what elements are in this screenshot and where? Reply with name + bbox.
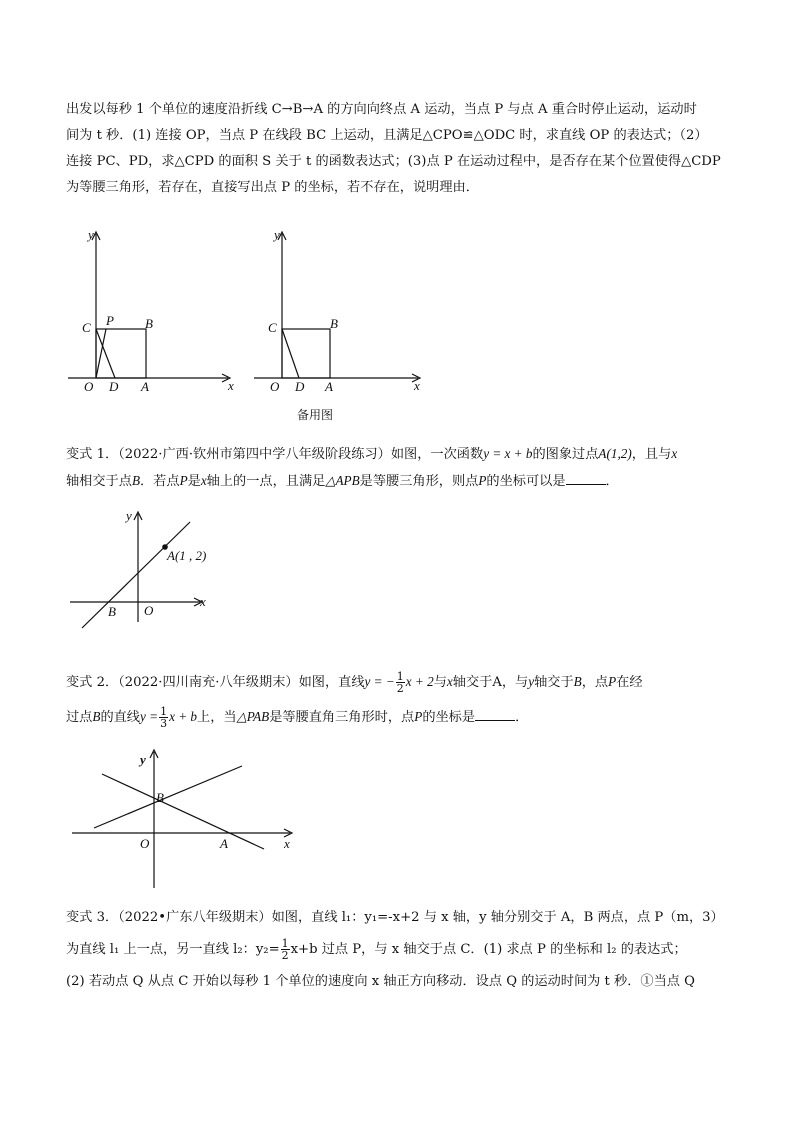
variant-2-l2-func-rhs: x + b xyxy=(169,709,198,724)
label-y: y xyxy=(126,508,132,523)
variant-2-text-c: x xyxy=(446,674,453,689)
label-x: x xyxy=(284,836,290,851)
label-o: O xyxy=(270,379,280,394)
label-d: D xyxy=(109,379,119,394)
label-o: O xyxy=(140,836,150,851)
intro-line-1: 出发以每秒 1 个单位的速度沿折线 C→B→A 的方向向终点 A 运动，当点 P 与点 A 重合时停止运动，运动时 xyxy=(66,102,697,117)
label-y: y xyxy=(140,752,146,767)
variant-3-line-3: (2) 若动点 Q 从点 C 开始以每秒 1 个单位的速度向 x 轴正方向移动．设点 Q 的运动时间为 t 秒．①当点 Q xyxy=(66,974,695,989)
label-a: A xyxy=(220,836,228,851)
segment-cd xyxy=(96,329,115,378)
variant-2-diagram xyxy=(66,744,306,892)
label-a: A xyxy=(141,379,149,394)
variant-1-text-b: 的图象过点 xyxy=(532,447,599,462)
label-b: B xyxy=(330,316,338,331)
label-y: y xyxy=(88,227,94,242)
variant-1-text xyxy=(66,441,728,495)
variant-2-text-d: 轴交于A，与 xyxy=(452,675,529,690)
label-d: D xyxy=(295,379,305,394)
label-b: B xyxy=(156,790,164,805)
label-b: B xyxy=(145,316,153,331)
answer-blank xyxy=(475,706,515,721)
fraction-one-half xyxy=(281,938,290,961)
variant-1-l2j: P xyxy=(478,473,487,488)
fraction-one-half xyxy=(396,671,405,694)
variant-2-l2h: 的坐标是 xyxy=(422,710,476,725)
variant-2-text-h: ，点 xyxy=(581,675,609,690)
variant-1-l2c: ．若点 xyxy=(140,474,180,489)
variant-1-l2h: △APB xyxy=(325,473,360,488)
variant-2-prefix: 变式 2． xyxy=(66,675,119,690)
variant-2-text xyxy=(66,665,728,735)
rectangle-obac xyxy=(96,329,146,378)
variant-1-function: y = x + b xyxy=(483,446,533,461)
frac-den: 2 xyxy=(396,682,404,695)
variant-2-l2b: B xyxy=(92,709,101,724)
line-y-third-x-plus-b xyxy=(94,766,242,828)
variant-2-text-g: B xyxy=(573,674,582,689)
variant-1-point-a: A(1,2) xyxy=(598,446,632,461)
label-a: A xyxy=(325,379,333,394)
label-a: A(1 , 2) xyxy=(167,548,207,563)
rectangle-obac xyxy=(282,329,330,378)
line-y-eq-x-plus-b xyxy=(82,522,190,628)
label-c: C xyxy=(82,320,91,335)
variant-3-line-2b: x+b 过点 P，与 x 轴交于点 C．(1) 求点 P 的坐标和 l₂ 的表达式； xyxy=(290,942,687,957)
variant-1-l2k: 的坐标可以是 xyxy=(486,474,566,489)
fraction-one-third xyxy=(159,706,168,729)
variant-1-text-a: 如图，一次函数 xyxy=(390,447,484,462)
label-x: x xyxy=(228,378,234,393)
intro-line-4: 为等腰三角形，若存在，直接写出点 P 的坐标，若不存在，说明理由． xyxy=(66,180,479,195)
variant-2-text-e: y xyxy=(528,674,535,689)
frac-num: 1 xyxy=(160,705,168,718)
variant-1-prefix: 变式 1． xyxy=(66,447,119,462)
variant-1-diagram xyxy=(64,504,224,644)
intro-line-3: 连接 PC、PD，求△CPD 的面积 S 关于 t 的函数表达式；(3)点 P 在运动过程中，是否存在某个位置使得△CDP xyxy=(66,154,721,169)
variant-1-l2f: x xyxy=(200,473,207,488)
figure-2-diagram xyxy=(248,222,428,402)
answer-blank xyxy=(566,470,606,485)
variant-2-l2e: △PAB xyxy=(236,709,270,724)
label-o: O xyxy=(84,379,94,394)
variant-2-func-lhs: y = − xyxy=(364,674,395,689)
variant-1-l2i: 是等腰三角形，则点 xyxy=(359,474,479,489)
variant-3-line-1: 变式 3．（2022•广东八年级期末）如图，直线 l₁：y₁=-x+2 与 x 轴，y 轴分别交于 A，B 两点，点 P（m，3） xyxy=(66,910,724,925)
variant-1-l2e: 是 xyxy=(187,474,201,489)
figure-1-diagram xyxy=(62,222,242,402)
variant-1-text-d: x xyxy=(671,446,678,461)
variant-2-text-f: 轴交于 xyxy=(534,675,574,690)
variant-2-l2f: 是等腰直角三角形时，点 xyxy=(269,710,415,725)
line-y-neg-half-x-plus-2 xyxy=(102,774,264,849)
problem-intro xyxy=(66,97,728,201)
variant-2-l2a: 过点 xyxy=(66,710,93,725)
label-p: P xyxy=(106,313,114,328)
variant-2-text-i: P xyxy=(608,674,617,689)
frac-num: 1 xyxy=(281,937,289,950)
variant-1-l2b: B xyxy=(131,473,140,488)
segment-cd xyxy=(282,329,299,378)
variant-2-text-a: 如图，直线 xyxy=(298,675,365,690)
label-y: y xyxy=(274,227,280,242)
segment-po xyxy=(96,329,106,378)
variant-2-func-rhs: x + 2 xyxy=(405,674,434,689)
label-c: C xyxy=(268,320,277,335)
variant-1-text-c: ，且与 xyxy=(631,447,672,462)
variant-2-l2g: P xyxy=(414,709,423,724)
variant-1-l2g: 轴上的一点，且满足 xyxy=(206,474,326,489)
variant-2-text-j: 在经 xyxy=(616,675,643,690)
label-o: O xyxy=(144,603,154,618)
intro-line-2: 间为 t 秒．(1) 连接 OP，当点 P 在线段 BC 上运动，且满足△CPO≌△ODC 时，求直线 OP 的表达式；（2） xyxy=(66,128,708,143)
frac-num: 1 xyxy=(396,670,404,683)
frac-den: 3 xyxy=(160,717,168,730)
variant-3-text xyxy=(66,902,728,998)
variant-1-l2a: 轴相交于点 xyxy=(66,474,132,489)
label-x: x xyxy=(414,378,420,393)
variant-2-text-b: 与 xyxy=(433,675,447,690)
variant-1-l2d: P xyxy=(179,473,188,488)
variant-2-end: ． xyxy=(515,710,529,725)
label-x: x xyxy=(200,594,206,609)
variant-1-source: （2022·广西·钦州市第四中学八年级阶段练习） xyxy=(118,447,391,462)
variant-3-line-2a: 为直线 l₁ 上一点，另一直线 l₂：y₂= xyxy=(66,942,280,957)
variant-1-end: ． xyxy=(605,474,619,489)
label-b: B xyxy=(108,604,116,619)
variant-2-l2d: 上，当 xyxy=(197,710,237,725)
variant-2-source: （2022·四川南充·八年级期末） xyxy=(118,675,299,690)
variant-2-l2-func-lhs: y = xyxy=(140,709,159,724)
variant-2-l2c: 的直线 xyxy=(100,710,140,725)
frac-den: 2 xyxy=(281,949,289,962)
figure-2-caption: 备用图 xyxy=(297,408,334,422)
